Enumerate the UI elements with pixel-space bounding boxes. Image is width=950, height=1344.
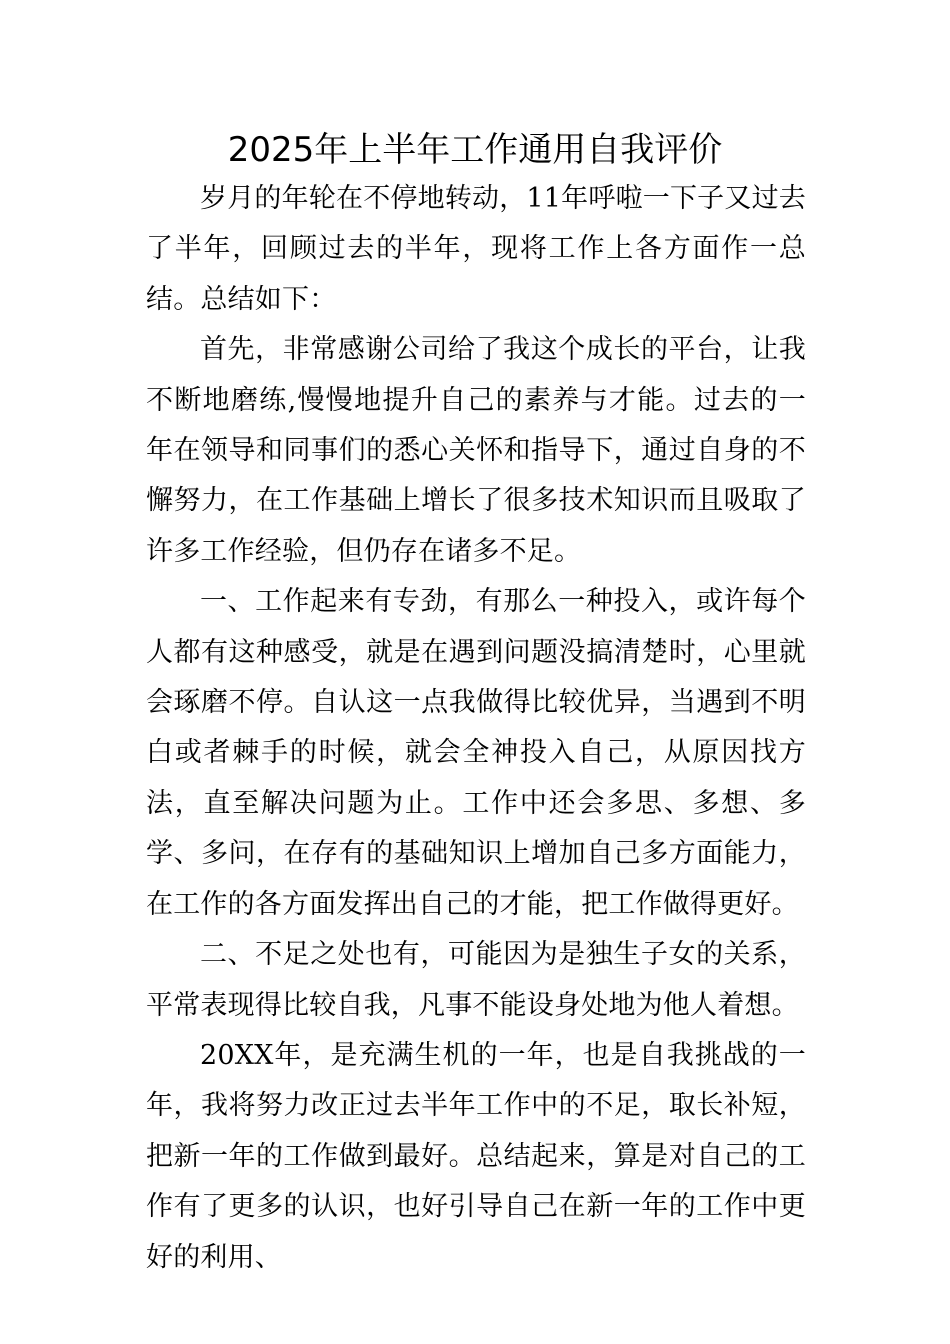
paragraph-outlook: 20XX年，是充满生机的一年，也是自我挑战的一年，我将努力改正过去半年工作中的不足，取长补短，把新一年的工作做到最好。总结起来，算是对自己的工作有了更多的认识，也好引导自己在新一年的工作中更好的利用、 <box>146 1039 806 1273</box>
document-body <box>146 174 806 1283</box>
document-title: 2025年上半年工作通用自我评价 <box>227 130 723 170</box>
paragraph-point-two: 二、不足之处也有，可能因为是独生子女的关系，平常表现得比较自我，凡事不能设身处地为他人着想。 <box>146 939 806 1021</box>
paragraph-point-one: 一、工作起来有专劲，有那么一种投入，或许每个人都有这种感受，就是在遇到问题没搞清楚时，心里就会琢磨不停。自认这一点我做得比较优异，当遇到不明白或者棘手的时候，就会全神投入自己，从原因找方法，直至解决问题为止。工作中还会多思、多想、多学、多问，在存有的基础知识上增加自己多方面能力，在工作的各方面发挥出自己的才能，把工作做得更好。 <box>146 586 806 920</box>
paragraph-intro: 岁月的年轮在不停地转动，11年呼啦一下子又过去了半年，回顾过去的半年，现将工作上各方面作一总结。总结如下： <box>146 183 806 315</box>
paragraph-thanks: 首先，非常感谢公司给了我这个成长的平台，让我不断地磨练,慢慢地提升自己的素养与才能。过去的一年在领导和同事们的悉心关怀和指导下，通过自身的不懈努力，在工作基础上增长了很多技术知识而且吸取了许多工作经验，但仍存在诸多不足。 <box>146 334 806 567</box>
